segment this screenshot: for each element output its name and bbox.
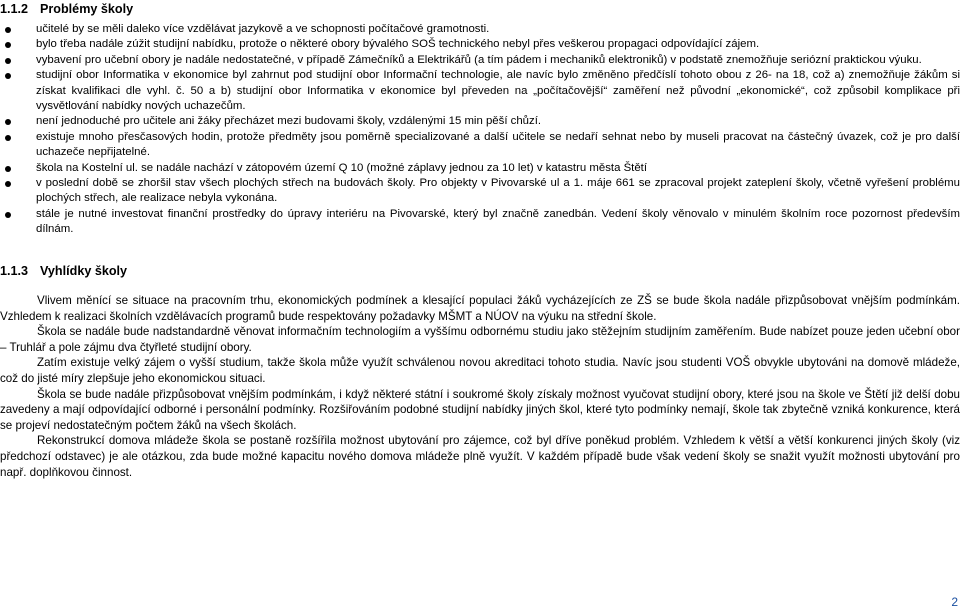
section-title: Problémy školy [40,2,134,16]
paragraph: Vlivem měnící se situace na pracovním trhu, ekonomických podmínek a klesající populaci žáků vycházejících ze ZŠ se bude škola nadále přizpůsobovat vnějším podmínkám. Vzhledem k realizaci školních vzdělávacích programů bude respektovány požadavky MŠMT a NÚOV na výuku na střední škole. [0,294,960,323]
bullet-icon [5,135,11,141]
list-item: škola na Kostelní ul. se nadále nachází v zátopovém území Q 10 (možné záplavy jednou za 10 let) v katastru města Štětí [0,161,960,176]
section-heading-problems [0,2,133,16]
list-item: v poslední době se zhoršil stav všech plochých střech na budovách školy. Pro objekty v Pivovarské ul a 1. máje 661 se zpracoval projekt zateplení školy, včetně vyřešení problému plochých střech, ale realizace nebyla vykonána. [0,176,960,207]
paragraph: Rekonstrukcí domova mládeže škola se postaně rozšířila možnost ubytování pro zájemce, což byl dříve poněkud problém. Vzhledem k větší a větší konkurenci jiných školy (viz předchozí odstavec) je ale otázkou, zda bude možné kapacitu nového domova mládeže plně využít. V každém případě bude však vedení školy se snažit využít možnosti ubytování pro např. doplňkovou činnost. [0,434,960,479]
section-number: 1.1.3 [0,264,29,278]
bullet-icon [5,119,11,125]
problems-list [0,22,960,238]
section-heading-outlook [0,264,127,278]
bullet-icon [5,73,11,79]
bullet-icon [5,212,11,218]
paragraph: Škola se nadále bude nadstandardně věnovat informačním technologiím a vyššímu odbornému studiu jako stěžejním studijním zaměřením. Bude nabízet pouze jeden učební obor – Truhlář a pole zájmu dva čtyřleté studijní obory. [0,325,960,354]
bullet-icon [5,27,11,33]
paragraph: Škola se bude nadále přizpůsobovat vnějším podmínkám, i když některé státní i soukromé školy získaly možnost vyučovat studijní obory, které jsou na škole ve Štětí již delší dobu zavedeny a mají odpovídající odborné i personální podmínky. Rozšiřováním podobné studijní nabídky jiných škol, které tyto podmínky nemají, škole tak zbytečně vzniká konkurence, která se projeví nedostatečným počtem žáků na všech školách. [0,387,960,432]
section-number: 1.1.2 [0,2,29,16]
paragraph: Zatím existuje velký zájem o vyšší studium, takže škola může využít schválenou novou akreditaci tohoto studia. Navíc jsou studenti VOŠ obvykle ubytováni na domově mládeže, což do jisté míry zlepšuje jeho ekonomickou situaci. [0,356,960,385]
bullet-icon [5,42,11,48]
list-item: učitelé by se měli daleko více vzdělávat jazykově a ve schopnosti počítačové gramotnosti. [0,22,960,37]
list-item: studijní obor Informatika v ekonomice byl zahrnut pod studijní obor Informační technologie, ale navíc bylo změněno předčíslí tohoto obou z 26- na 18, což a) znemožňuje žákům si získat kvalifikaci dle vyhl. č. 50 a b) studijní obor Informatika v ekonomice byl převeden na „počítačovější“ zaměření než původní „ekonomické“, což způsobil komplikace při vysvětlování nabídky nových uchazečům. [0,68,960,114]
list-item: vybavení pro učební obory je nadále nedostatečné, v případě Zámečníků a Elektrikářů (a tím pádem i mechaniků elektroniků) v podstatě znemožňuje seriózní praktickou výuku. [0,53,960,68]
bullet-icon [5,58,11,64]
list-item: existuje mnoho přesčasových hodin, protože předměty jsou poměrně specializované a další učitele se nedaří sehnat nebo by museli pracovat na částečný úvazek, což je pro další uchazeče nepřijatelné. [0,130,960,161]
list-item: není jednoduché pro učitele ani žáky přecházet mezi budovami školy, vzdálenými 15 min pěší chůzí. [0,114,960,129]
bullet-icon [5,181,11,187]
list-item: stále je nutné investovat finanční prostředky do úpravy interiéru na Pivovarské, který byl značně zanedbán. Vedení školy věnovalo v minulém školním roce pozornost především dílnám. [0,207,960,238]
list-item: bylo třeba nadále zúžit studijní nabídku, protože o některé obory bývalého SOŠ technického nebyl přes veškerou propagaci odpovídající zájem. [0,37,960,52]
bullet-icon [5,166,11,172]
page-number: 2 [951,595,958,609]
outlook-body [0,293,960,480]
section-title: Vyhlídky školy [40,264,128,278]
